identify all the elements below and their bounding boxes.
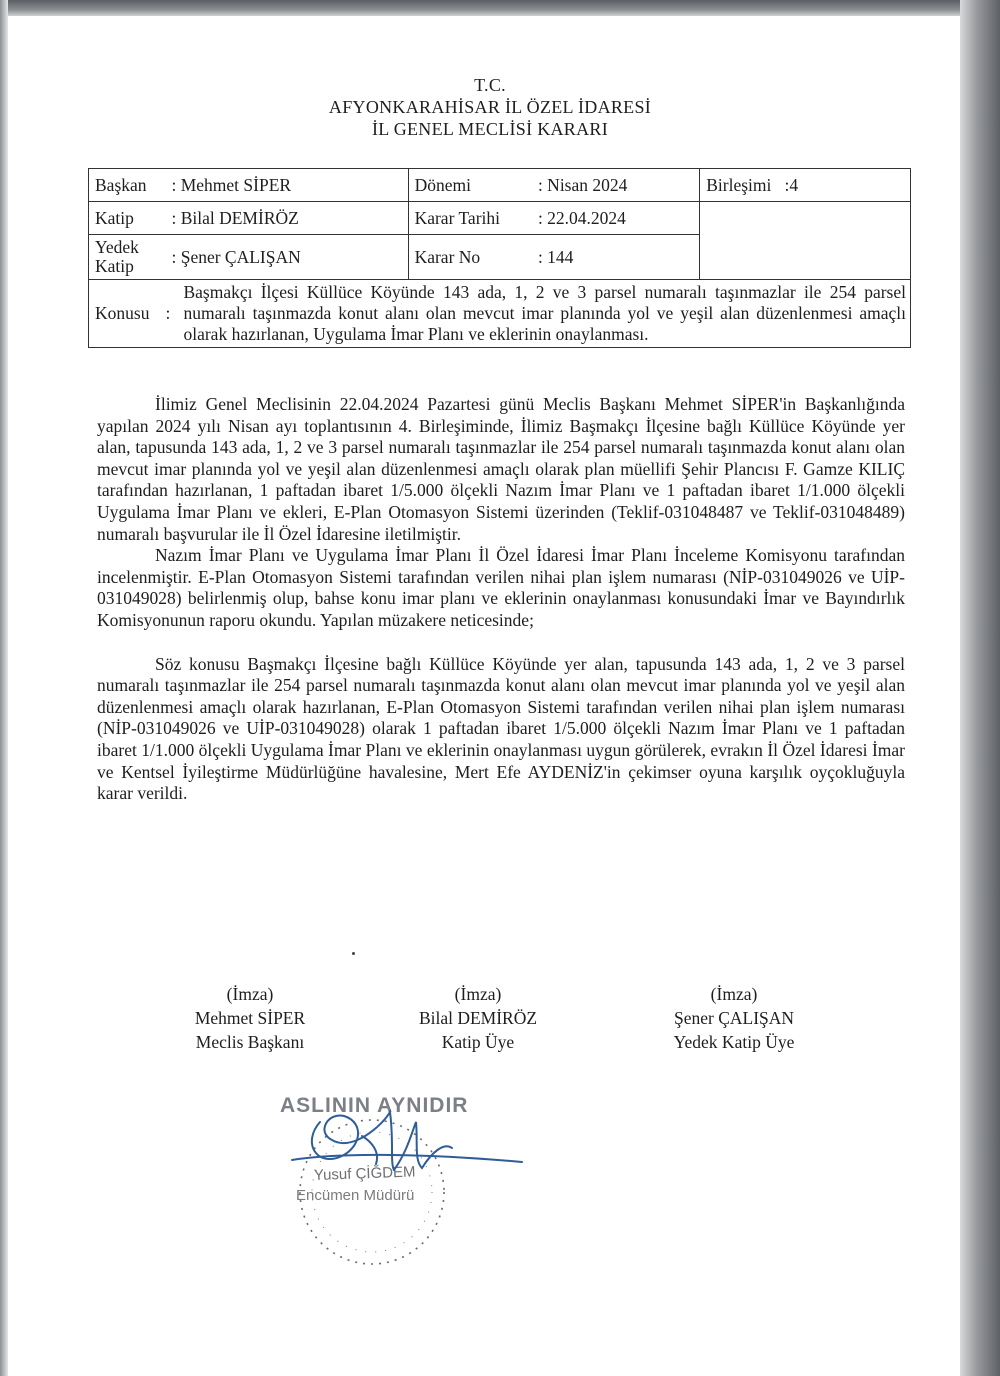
baskan-label: Başkan — [89, 169, 166, 202]
body-paragraph-1: İlimiz Genel Meclisinin 22.04.2024 Pazartesi günü Meclis Başkanı Mehmet SİPER'in Başkanlığında yapılan 2024 yılı Nisan ayı toplantısının 4. Birleşiminde, İlimiz Başmakçı İlçesine bağlı Küllüce Köyünde yer alan, tapusunda 143 ada, 1, 2 ve 3 parsel numaralı taşınmazlar ile 254 parsel numaralı taşınmazda konut alanı olan mevcut imar planında yol ve yeşil alan düzenlenmesi amaçlı olarak plan müellifi Şehir Plancısı F. Gamze KILIÇ tarafından hazırlanan, 1 paftadan ibaret 1/5.000 ölçekli Nazım İmar Planı ve 1 paftadan ibaret 1/1.000 ölçekli Uygulama İmar Planı ve ekleri, E-Plan Otomasyon Sistemi üzerinden (Teklif-031048487 ve Teklif-031048489) numaralı başvurular ile İl Özel İdaresine iletilmiştir. — [97, 394, 905, 544]
signature-2-name: Bilal DEMİRÖZ — [418, 1008, 538, 1028]
signature-2-title: Katip Üye — [441, 1032, 515, 1052]
document-header — [0, 74, 980, 140]
stamp-top-text: ASLININ AYNIDIR — [280, 1094, 469, 1117]
karar-tarihi-label: Karar Tarihi — [408, 202, 532, 235]
info-row-baskan — [89, 169, 911, 202]
karar-no-label: Karar No — [408, 235, 532, 280]
empty-cell — [700, 202, 911, 280]
konusu-text: Başmakçı İlçesi Küllüce Köyünde 143 ada, 1, 2 ve 3 parsel numaralı taşınmazlar ile 254 parsel numaralı taşınmazda konut alanı olan mevcut imar planında yol ve yeşil alan düzenlenmesi amaçlı olarak hazırlanan, Uygulama İmar Planı ve eklerinin onaylanması. — [183, 282, 906, 344]
karar-no-value: : 144 — [532, 235, 700, 280]
handwritten-signature — [292, 1112, 522, 1170]
decision-body — [97, 394, 905, 805]
konusu-label: Konusu — [89, 280, 166, 348]
scan-edge-right — [960, 0, 1000, 1376]
konusu-cell — [165, 280, 910, 348]
yedek-katip-label-line2: Katip — [95, 256, 134, 276]
info-row-katip — [89, 202, 911, 235]
signature-1-imza: (İmza) — [226, 984, 274, 1004]
signature-block-2 — [398, 982, 558, 1054]
scan-speck — [352, 952, 355, 955]
birlesimi: Birleşimi :4 — [700, 169, 911, 202]
katip-value: : Bilal DEMİRÖZ — [165, 202, 408, 235]
signature-1-name: Mehmet SİPER — [194, 1008, 306, 1028]
signature-3-imza: (İmza) — [710, 984, 758, 1004]
signature-1-title: Meclis Başkanı — [195, 1032, 305, 1052]
katip-label: Katip — [89, 202, 166, 235]
signature-3-name: Şener ÇALIŞAN — [673, 1008, 795, 1028]
donemi-value: : Nisan 2024 — [532, 169, 700, 202]
decision-info-table — [88, 168, 911, 348]
header-document-type: İL GENEL MECLİSİ KARARI — [371, 119, 609, 139]
header-tc: T.C. — [474, 75, 506, 95]
signature-2-imza: (İmza) — [454, 984, 502, 1004]
yedek-katip-label-line1: Yedek — [95, 237, 139, 257]
stamp-title-text: Encümen Müdürü — [296, 1187, 415, 1204]
scan-edge-left — [0, 0, 8, 1376]
certified-copy-stamp — [272, 1082, 542, 1282]
baskan-value: : Mehmet SİPER — [165, 169, 408, 202]
body-paragraph-3: Söz konusu Başmakçı İlçesine bağlı Küllüce Köyünde yer alan, tapusunda 143 ada, 1, 2 ve 3 parsel numaralı taşınmazlar ile 254 parsel numaralı taşınmazda konut alanı olan mevcut imar planında yol ve yeşil alan düzenlenmesi amaçlı olarak hazırlanan, E-Plan Otomasyon Sistemi tarafından verilen nihai plan işlem numarası (NİP-031049026 ve UİP-031049028) olarak 1 paftadan ibaret 1/5.000 ölçekli Nazım İmar Planı ve 1 paftadan ibaret 1/1.000 ölçekli Uygulama İmar Planı ve eklerinin onaylanması uygun görülerek, evrakın İl Özel İdaresi İmar ve Kentsel İyileştirme Müdürlüğüne havalesine, Mert Efe AYDENİZ'in çekimser oyuna karşılık oyçokluğuyla karar verildi. — [97, 653, 905, 804]
yedek-katip-value: : Şener ÇALIŞAN — [165, 235, 408, 280]
karar-tarihi-value: : 22.04.2024 — [532, 202, 700, 235]
header-institution: AFYONKARAHİSAR İL ÖZEL İDARESİ — [328, 97, 652, 117]
info-row-konusu — [89, 280, 911, 348]
signature-block-3 — [634, 982, 834, 1054]
stamp-name-text: Yusuf ÇİĞDEM — [313, 1163, 416, 1185]
signature-3-title: Yedek Katip Üye — [673, 1032, 795, 1052]
scan-edge-top — [0, 0, 1000, 16]
signature-block-1 — [170, 982, 330, 1054]
konusu-colon: : — [165, 303, 171, 323]
body-paragraph-2: Nazım İmar Planı ve Uygulama İmar Planı İl Özel İdaresi İmar Planı İnceleme Komisyonu tarafından incelenmiştir. E-Plan Otomasyon Sistemi tarafından verilen nihai plan işlem numarası (NİP-031049026 ve UİP-031049028) belirlenmiş olup, bahse konu imar planı ve eklerinin onaylanması konusundaki İmar ve Bayındırlık Komisyonunun raporu okundu. Yapılan müzakere neticesinde; — [97, 545, 905, 630]
donemi-label: Dönemi — [408, 169, 532, 202]
yedek-katip-label — [89, 235, 166, 280]
